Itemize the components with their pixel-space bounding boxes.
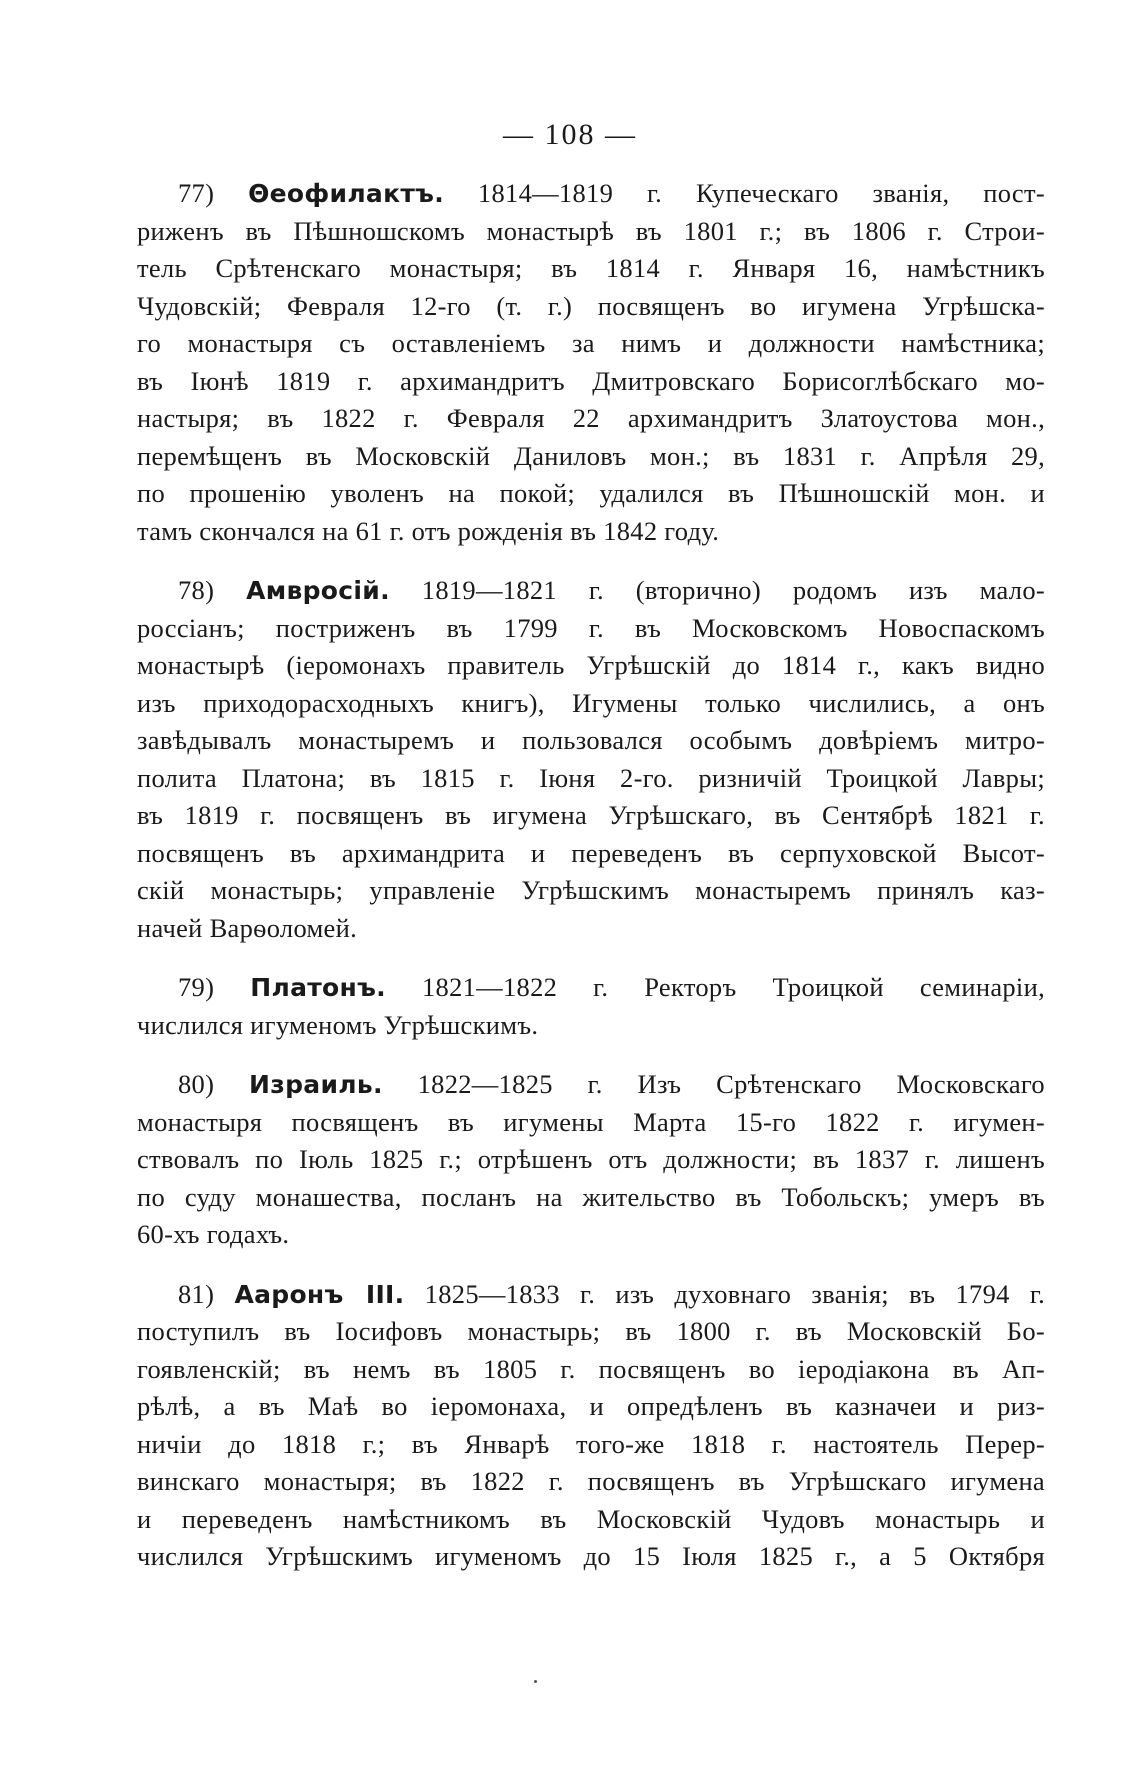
text-line: перемѣщенъ въ Московскій Даниловъ мон.; въ 1831 г. Апрѣля 29, <box>137 440 1045 471</box>
text-line: по суду монашества, посланъ на жительство въ Тобольскъ; умеръ въ <box>137 1181 1045 1212</box>
entry-name: Θеофилактъ. <box>248 179 445 208</box>
text-line: въ Іюнѣ 1819 г. архимандритъ Дмитровскаго Борисоглѣбскаго мо- <box>137 365 1045 396</box>
text-line: го монастыря съ оставленіемъ за нимъ и должности намѣстника; <box>137 328 1045 358</box>
text-line: и переведенъ намѣстникомъ въ Московскій Чудовъ монастырь и <box>137 1503 1045 1534</box>
entry-text: 1819—1821 г. (вторично) родомъ изъ мало- <box>421 575 1045 605</box>
text-line: ничіи до 1818 г.; въ Январѣ того-же 1818 г. настоятель Перер- <box>137 1428 1045 1459</box>
text-line: посвященъ въ архимандрита и переведенъ въ серпуховской Высот- <box>137 837 1045 868</box>
entry-name: Амвросій. <box>246 576 390 605</box>
entry-name: Израиль. <box>249 1070 383 1099</box>
text-line <box>137 969 1045 1007</box>
entry <box>137 1276 1045 1576</box>
entry-name: Платонъ. <box>250 973 386 1002</box>
text-line: начей Варѳоломей. <box>137 912 358 943</box>
text-line <box>137 175 1045 213</box>
text-line: риженъ въ Пѣшношскомъ монастырѣ въ 1801 г.; въ 1806 г. Строи- <box>137 215 1045 246</box>
text-line: поступилъ въ Іосифовъ монастырь; въ 1800 г. въ Московскій Бо- <box>137 1316 1045 1346</box>
entry-text: 1825—1833 г. изъ духовнаго званія; въ 1794 г. <box>424 1278 1045 1309</box>
text-line: Чудовскій; Февраля 12-го (т. г.) посвященъ во игумена Угрѣшска- <box>137 290 1045 321</box>
entry-text: 1821—1822 г. Ректоръ Троицкой семинаріи, <box>421 972 1045 1002</box>
text-line: монастыря посвященъ въ игумены Марта 15-го 1822 г. игумен- <box>137 1106 1045 1137</box>
text-line <box>137 572 1045 610</box>
entry <box>137 175 1045 550</box>
entry-number: 81) <box>178 1278 215 1309</box>
entry-text: 1814—1819 г. Купеческаго званія, пост- <box>477 178 1045 208</box>
entry-text: 1822—1825 г. Изъ Срѣтенскаго Московскаго <box>417 1069 1045 1099</box>
text-line: 60-хъ годахъ. <box>137 1219 290 1249</box>
text-line: рѣлѣ, а въ Маѣ во іеромонаха, и опредѣленъ въ казначеи и риз- <box>137 1391 1045 1421</box>
text-line: по прошенію уволенъ на покой; удалился въ Пѣшношскій мон. и <box>137 478 1045 508</box>
text-line: россіанъ; постриженъ въ 1799 г. въ Московскомъ Новоспаскомъ <box>137 612 1045 643</box>
page-number: — 108 — <box>503 118 637 151</box>
text-line: числился Угрѣшскимъ игуменомъ до 15 Іюля 1825 г., а 5 Октября <box>137 1541 1045 1571</box>
text-line: завѣдывалъ монастыремъ и пользовался особымъ довѣріемъ митро- <box>137 725 1045 755</box>
entry-name: Ааронъ III. <box>234 1279 405 1309</box>
text-line: монастырѣ (іеромонахъ правитель Угрѣшскій до 1814 г., какъ видно <box>137 650 1045 680</box>
text-line <box>137 1066 1045 1104</box>
text-line: скій монастырь; управленіе Угрѣшскимъ монастыремъ принялъ каз- <box>137 875 1045 905</box>
text-line: ствовалъ по Іюль 1825 г.; отрѣшенъ отъ должности; въ 1837 г. лишенъ <box>137 1144 1045 1174</box>
text-line: настыря; въ 1822 г. Февраля 22 архимандритъ Златоустова мон., <box>137 403 1045 433</box>
text-line: въ 1819 г. посвященъ въ игумена Угрѣшскаго, въ Сентябрѣ 1821 г. <box>137 800 1045 830</box>
entry-number: 77) <box>178 178 215 208</box>
text-body <box>137 175 1045 1598</box>
entry <box>137 969 1045 1044</box>
entry <box>137 1066 1045 1254</box>
entry <box>137 572 1045 947</box>
text-line: тамъ скончался на 61 г. отъ рожденія въ 1842 году. <box>137 515 720 546</box>
text-line: винскаго монастыря; въ 1822 г. посвященъ въ Угрѣшскаго игумена <box>137 1466 1045 1496</box>
text-line <box>137 1276 1045 1314</box>
text-line: гоявленскій; въ немъ въ 1805 г. посвященъ во іеродіакона въ Ап- <box>137 1353 1045 1384</box>
text-line: полита Платона; въ 1815 г. Іюня 2-го. ризничій Троицкой Лавры; <box>137 762 1045 793</box>
text-line: тель Срѣтенскаго монастыря; въ 1814 г. Января 16, намѣстникъ <box>137 253 1045 283</box>
entry-number: 78) <box>178 575 215 605</box>
text-line: числился игуменомъ Угрѣшскимъ. <box>137 1009 539 1040</box>
text-line: изъ приходорасходныхъ книгъ), Игумены только числились, а онъ <box>137 687 1045 718</box>
entry-number: 79) <box>178 972 215 1002</box>
print-speck <box>534 1680 537 1683</box>
entry-number: 80) <box>178 1069 215 1099</box>
